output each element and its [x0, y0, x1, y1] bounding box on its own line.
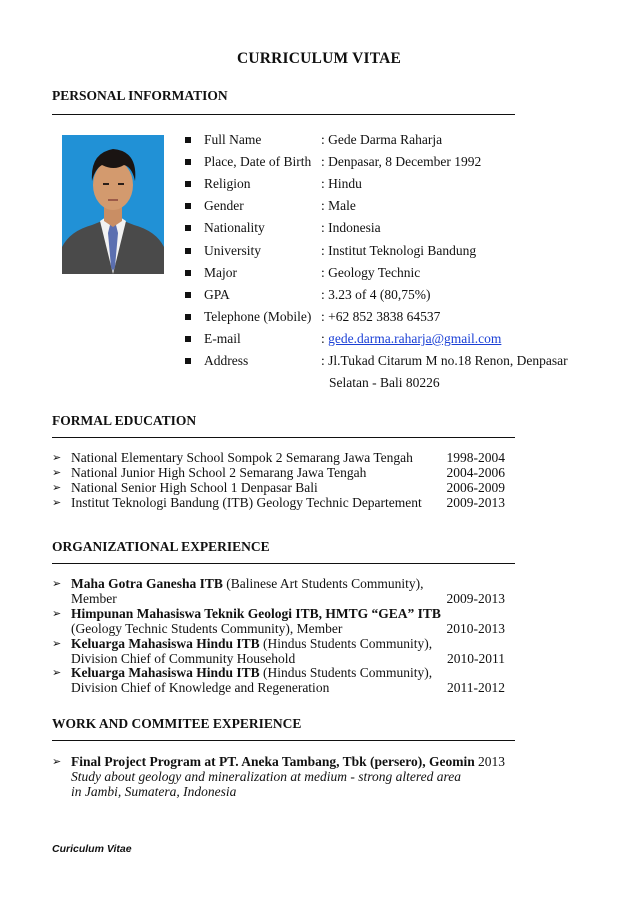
work-description: Study about geology and mineralization at medium - strong altered area — [71, 769, 461, 784]
org-line — [71, 636, 432, 651]
bullet-square-icon — [185, 336, 191, 342]
bullet-square-icon — [185, 159, 191, 165]
work-description: in Jambi, Sumatera, Indonesia — [71, 784, 237, 799]
bullet-square-icon — [185, 314, 191, 320]
info-label: Place, Date of Birth — [204, 154, 312, 169]
info-value: : Hindu — [321, 176, 362, 191]
list-item — [52, 754, 514, 799]
org-years: 2010-2013 — [446, 621, 505, 636]
document-title: CURRICULUM VITAE — [236, 50, 402, 67]
bullet-square-icon — [185, 292, 191, 298]
info-value: : Institut Teknologi Bandung — [321, 243, 477, 258]
org-name: Keluarga Mahasiswa Hindu ITB — [71, 636, 260, 651]
list-item — [52, 665, 514, 695]
school-name: National Junior High School 2 Semarang Jawa Tengah — [71, 465, 367, 480]
bullet-square-icon — [185, 181, 191, 187]
org-role: (Geology Technic Students Community), Member — [71, 621, 343, 636]
profile-photo — [62, 135, 164, 274]
bullet-square-icon — [185, 358, 191, 364]
arrow-bullet-icon: ➢ — [52, 755, 62, 768]
bullet-square-icon — [185, 248, 191, 254]
info-value: : +62 852 3838 64537 — [321, 309, 441, 324]
info-label: E-mail — [204, 331, 241, 346]
section-heading-education: FORMAL EDUCATION — [52, 413, 197, 428]
bullet-square-icon — [185, 203, 191, 209]
bullet-square-icon — [185, 225, 191, 231]
list-item — [52, 465, 514, 480]
info-label: Telephone (Mobile) — [204, 309, 312, 324]
section-heading-personal: PERSONAL INFORMATION — [52, 88, 228, 103]
org-line — [71, 665, 432, 680]
list-item — [52, 480, 514, 495]
arrow-bullet-icon: ➢ — [52, 481, 62, 494]
org-role: Division Chief of Community Household — [71, 651, 296, 666]
arrow-bullet-icon: ➢ — [52, 666, 62, 679]
work-title: Final Project Program at PT. Aneka Tambang, Tbk (persero), Geomin — [71, 754, 475, 769]
school-years: 2004-2006 — [446, 465, 505, 480]
list-item — [52, 450, 514, 465]
arrow-bullet-icon: ➢ — [52, 451, 62, 464]
org-desc: (Balinese Art Students Community), — [222, 576, 424, 591]
info-label: Religion — [204, 176, 251, 191]
arrow-bullet-icon: ➢ — [52, 496, 62, 509]
section-heading-organization: ORGANIZATIONAL EXPERIENCE — [52, 539, 270, 554]
org-name: Maha Gotra Ganesha ITB — [71, 576, 223, 591]
divider — [52, 563, 515, 564]
school-years: 2009-2013 — [446, 495, 505, 510]
info-value: : Male — [321, 198, 356, 213]
info-label: University — [204, 243, 261, 258]
school-years: 2006-2009 — [446, 480, 505, 495]
info-label: Address — [204, 353, 249, 368]
info-label: Nationality — [204, 220, 265, 235]
org-desc: (Hindus Students Community), — [259, 636, 433, 651]
info-value — [321, 329, 501, 349]
info-value: : Indonesia — [321, 220, 381, 235]
arrow-bullet-icon: ➢ — [52, 637, 62, 650]
org-name: Keluarga Mahasiswa Hindu ITB — [71, 665, 260, 680]
org-role: Member — [71, 591, 117, 606]
school-name: National Elementary School Sompok 2 Semarang Jawa Tengah — [71, 450, 413, 465]
address-continuation: Selatan - Bali 80226 — [329, 375, 440, 390]
arrow-bullet-icon: ➢ — [52, 577, 62, 590]
school-name: Institut Teknologi Bandung (ITB) Geology Technic Departement — [71, 495, 422, 510]
info-label: Gender — [204, 198, 244, 213]
info-value: : Geology Technic — [321, 265, 421, 280]
section-heading-work: WORK AND COMMITEE EXPERIENCE — [52, 716, 302, 731]
org-role: Division Chief of Knowledge and Regeneration — [71, 680, 330, 695]
org-years: 2009-2013 — [446, 591, 505, 606]
info-value: : 3.23 of 4 (80,75%) — [321, 287, 431, 302]
email-prefix: : — [321, 331, 329, 346]
list-item — [52, 495, 514, 510]
arrow-bullet-icon: ➢ — [52, 466, 62, 479]
arrow-bullet-icon: ➢ — [52, 607, 62, 620]
school-name: National Senior High School 1 Denpasar Bali — [71, 480, 318, 495]
list-item — [52, 606, 514, 636]
bullet-square-icon — [185, 137, 191, 143]
page-footer: Curiculum Vitae — [52, 843, 132, 855]
org-years: 2010-2011 — [447, 651, 505, 666]
org-desc: (Hindus Students Community), — [259, 665, 433, 680]
info-label: GPA — [204, 287, 230, 302]
org-years: 2011-2012 — [447, 680, 505, 695]
info-value: : Jl.Tukad Citarum M no.18 Renon, Denpasar — [321, 353, 568, 368]
divider — [52, 437, 515, 438]
org-line — [71, 606, 441, 621]
school-years: 1998-2004 — [446, 450, 505, 465]
info-value: : Denpasar, 8 December 1992 — [321, 154, 482, 169]
work-year: 2013 — [478, 754, 505, 769]
list-item — [52, 636, 514, 666]
divider — [52, 740, 515, 741]
bullet-square-icon — [185, 270, 191, 276]
org-line — [71, 576, 424, 591]
info-label: Major — [204, 265, 237, 280]
email-link[interactable]: gede.darma.raharja@gmail.com — [328, 331, 502, 346]
list-item — [52, 576, 514, 606]
info-value: : Gede Darma Raharja — [321, 132, 443, 147]
divider — [52, 114, 515, 115]
info-label: Full Name — [204, 132, 262, 147]
org-name: Himpunan Mahasiswa Teknik Geologi ITB, HMTG “GEA” ITB — [71, 606, 441, 621]
